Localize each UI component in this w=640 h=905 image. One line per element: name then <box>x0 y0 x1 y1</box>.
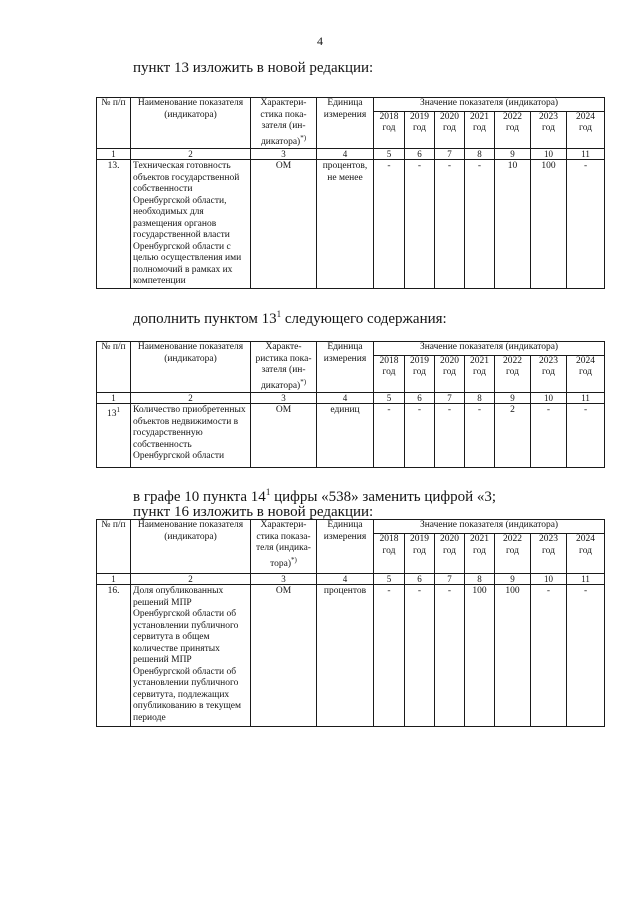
row-value: 100 <box>465 585 495 727</box>
index-cell: 6 <box>405 149 435 160</box>
index-cell: 10 <box>531 149 567 160</box>
header-characteristic-note: *) <box>300 377 307 386</box>
header-year: 2018 год <box>374 534 405 574</box>
header-characteristic-note: *) <box>291 555 297 564</box>
row-value: 100 <box>531 160 567 289</box>
header-characteristic <box>251 98 317 149</box>
row-value: 2 <box>495 404 531 468</box>
index-cell: 4 <box>317 393 374 404</box>
header-year: 2024 год <box>567 355 605 393</box>
header-year: 2021 год <box>465 111 495 149</box>
row-value: - <box>567 160 605 289</box>
header-characteristic-text: Характе-ристика пока-зателя (ин-дикатора) <box>255 342 312 391</box>
row-unit: единиц <box>317 404 374 468</box>
row-value: 10 <box>495 160 531 289</box>
header-name: Наименование показателя (индикатора) <box>131 98 251 149</box>
row-indicator-name: Техническая готовность объектов государственной собственности Оренбургской области, необходимых для размещения органов государственной власти Оренбургской области с целью осуществления ими полномочий в рамках их компетенции <box>131 160 251 289</box>
header-characteristic <box>251 520 317 574</box>
index-cell: 3 <box>251 393 317 404</box>
header-year: 2023 год <box>531 111 567 149</box>
index-cell: 9 <box>495 393 531 404</box>
row-value: - <box>465 404 495 468</box>
index-cell: 11 <box>567 574 605 585</box>
index-cell: 5 <box>374 393 405 404</box>
index-cell: 7 <box>435 149 465 160</box>
section-3-heading-text: в графе 10 пункта 14 <box>133 489 266 505</box>
section-2-heading-sup: 1 <box>276 309 282 319</box>
header-num: № п/п <box>97 342 131 393</box>
row-value: - <box>465 160 495 289</box>
section-3-heading-rest: цифры «538» заменить цифрой «3; <box>270 489 497 505</box>
table-3 <box>96 519 605 727</box>
row-number-text: 13 <box>107 409 117 420</box>
header-year: 2022 год <box>495 534 531 574</box>
header-year: 2018 год <box>374 111 405 149</box>
row-characteristic: ОМ <box>251 160 317 289</box>
row-indicator-name: Количество приобретенных объектов недвижимости в государственную собственность Оренбургской области <box>131 404 251 468</box>
section-2-heading-text: дополнить пунктом 13 <box>133 311 277 327</box>
row-value: 100 <box>495 585 531 727</box>
row-unit: процентов <box>317 585 374 727</box>
header-values: Значение показателя (индикатора) <box>374 342 605 356</box>
index-cell: 4 <box>317 149 374 160</box>
index-cell: 8 <box>465 574 495 585</box>
index-cell: 6 <box>405 574 435 585</box>
header-year: 2024 год <box>567 534 605 574</box>
header-characteristic-text: Характери-стика пока-зателя (ин-дикатора) <box>260 98 307 147</box>
index-cell: 4 <box>317 574 374 585</box>
index-cell: 6 <box>405 393 435 404</box>
row-characteristic: ОМ <box>251 404 317 468</box>
index-cell: 2 <box>131 574 251 585</box>
row-value: - <box>531 404 567 468</box>
row-value: - <box>531 585 567 727</box>
header-name: Наименование показателя (индикатора) <box>131 342 251 393</box>
header-year: 2023 год <box>531 355 567 393</box>
index-cell: 11 <box>567 149 605 160</box>
index-cell: 10 <box>531 393 567 404</box>
index-cell: 5 <box>374 574 405 585</box>
row-value: - <box>435 404 465 468</box>
row-value: - <box>435 585 465 727</box>
section-2-heading-rest: следующего содержания: <box>281 311 447 327</box>
index-cell: 8 <box>465 393 495 404</box>
header-year: 2023 год <box>531 534 567 574</box>
index-cell: 1 <box>97 574 131 585</box>
header-characteristic-note: *) <box>300 133 307 142</box>
header-characteristic-text: Характери-стика показа-теля (индика-тора) <box>256 520 311 569</box>
index-cell: 2 <box>131 149 251 160</box>
section-2-heading <box>133 309 447 328</box>
header-year: 2019 год <box>405 534 435 574</box>
row-value: - <box>405 404 435 468</box>
header-year: 2022 год <box>495 111 531 149</box>
row-value: - <box>374 160 405 289</box>
index-cell: 2 <box>131 393 251 404</box>
index-cell: 1 <box>97 393 131 404</box>
header-name: Наименование показателя (индикатора) <box>131 520 251 574</box>
row-value: - <box>374 404 405 468</box>
table-1 <box>96 97 605 289</box>
index-cell: 9 <box>495 574 531 585</box>
row-number-sup: 1 <box>116 406 120 415</box>
page-number: 4 <box>317 34 323 48</box>
header-year: 2020 год <box>435 534 465 574</box>
index-cell: 3 <box>251 149 317 160</box>
header-values: Значение показателя (индикатора) <box>374 98 605 112</box>
header-year: 2021 год <box>465 355 495 393</box>
header-unit: Единица измерения <box>317 342 374 393</box>
header-year: 2021 год <box>465 534 495 574</box>
index-cell: 9 <box>495 149 531 160</box>
section-3-heading-sup: 1 <box>265 487 271 497</box>
index-cell: 1 <box>97 149 131 160</box>
row-indicator-name: Доля опубликованных решений МПР Оренбургской области об установлении публичного сервитута в общем количестве принятых решений МПР Оренбургской области об установлении публичного сервитута, подлежащих опубликованию в текущем периоде <box>131 585 251 727</box>
header-year: 2022 год <box>495 355 531 393</box>
section-1-heading <box>133 60 373 77</box>
index-cell: 7 <box>435 393 465 404</box>
header-characteristic <box>251 342 317 393</box>
row-number <box>97 404 131 468</box>
header-values: Значение показателя (индикатора) <box>374 520 605 534</box>
section-3-heading-2: пункт 16 изложить в новой редакции: <box>133 504 374 520</box>
header-unit: Единица измерения <box>317 98 374 149</box>
index-cell: 3 <box>251 574 317 585</box>
row-value: - <box>374 585 405 727</box>
index-cell: 5 <box>374 149 405 160</box>
header-year: 2019 год <box>405 355 435 393</box>
index-cell: 8 <box>465 149 495 160</box>
row-unit: процентов, не менее <box>317 160 374 289</box>
index-cell: 10 <box>531 574 567 585</box>
table-2 <box>96 341 605 468</box>
row-value: - <box>567 404 605 468</box>
header-year: 2020 год <box>435 355 465 393</box>
row-number: 16. <box>97 585 131 727</box>
header-year: 2024 год <box>567 111 605 149</box>
header-unit: Единица измерения <box>317 520 374 574</box>
row-value: - <box>567 585 605 727</box>
section-1-heading-text: пункт 13 изложить в новой редакции: <box>133 60 374 76</box>
header-year: 2019 год <box>405 111 435 149</box>
header-year: 2020 год <box>435 111 465 149</box>
index-cell: 11 <box>567 393 605 404</box>
header-num: № п/п <box>97 520 131 574</box>
header-year: 2018 год <box>374 355 405 393</box>
header-num: № п/п <box>97 98 131 149</box>
row-value: - <box>435 160 465 289</box>
row-characteristic: ОМ <box>251 585 317 727</box>
row-value: - <box>405 585 435 727</box>
row-number: 13. <box>97 160 131 289</box>
row-value: - <box>405 160 435 289</box>
index-cell: 7 <box>435 574 465 585</box>
